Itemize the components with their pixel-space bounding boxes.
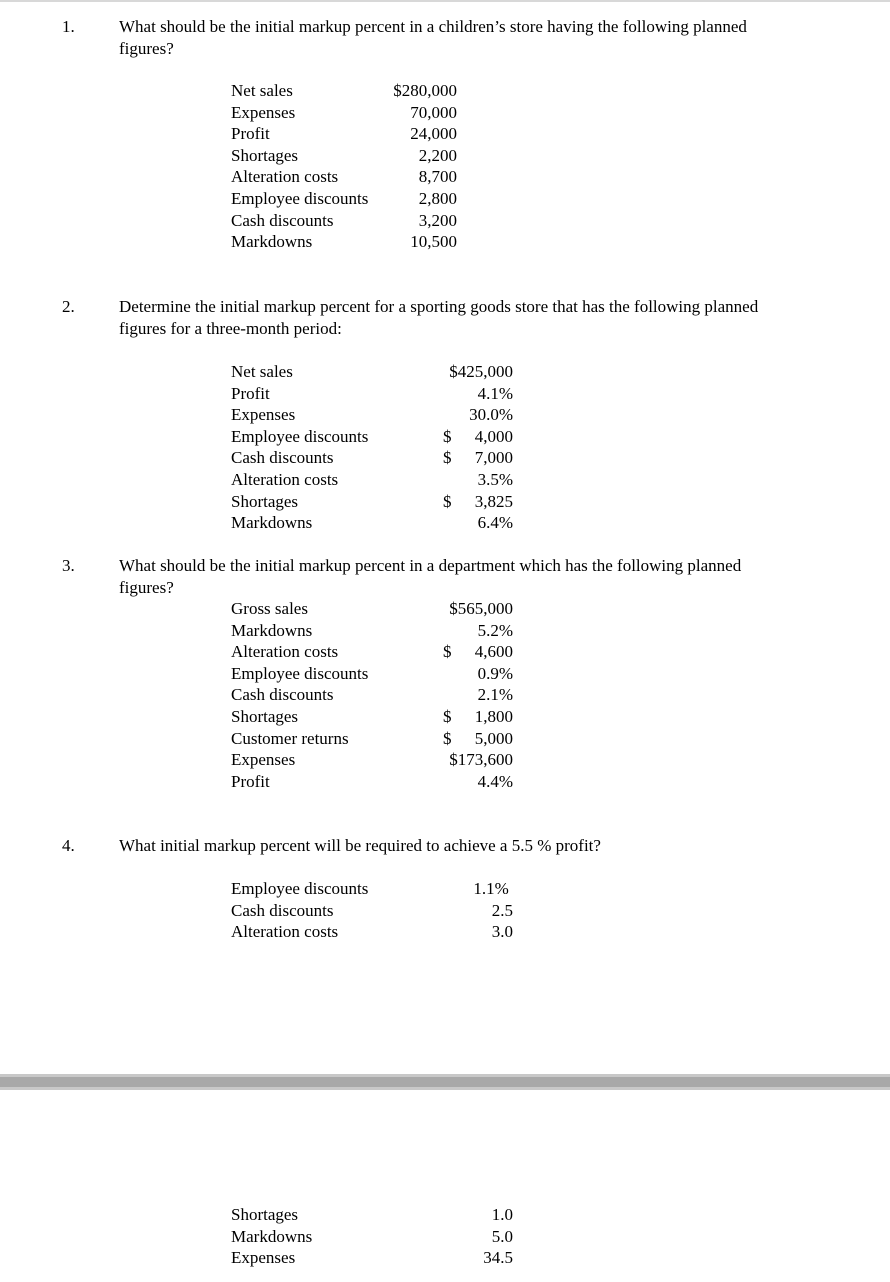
row-value: 70,000 xyxy=(410,102,457,122)
dollar-sign: $ xyxy=(443,448,452,468)
row-value: 30.0% xyxy=(469,405,513,425)
row-value: $280,000 xyxy=(393,81,457,100)
row-value: $173,600 xyxy=(449,750,513,770)
row-value: 7,000 xyxy=(474,448,513,468)
row-value: $565,000 xyxy=(449,599,513,618)
row-value: 1,800 xyxy=(474,706,513,726)
row-label: Shortages xyxy=(231,491,299,511)
row-value: 1.1% xyxy=(473,879,513,898)
row-value: 3,200 xyxy=(418,210,457,230)
row-label: Profit xyxy=(231,383,270,403)
row-label: Shortages xyxy=(231,706,299,726)
row-label: Expenses xyxy=(231,1248,296,1268)
row-value: 5.0 xyxy=(491,1226,513,1246)
row-value: 6.4% xyxy=(477,513,513,533)
question-text: What should be the initial markup percent in a department which has the following planned figures? xyxy=(119,556,742,597)
dollar-sign: $ xyxy=(443,728,452,748)
row-value: 5,000 xyxy=(474,728,513,748)
question-number: 3. xyxy=(62,556,75,575)
row-label: Cash discounts xyxy=(231,448,334,468)
row-label: Markdowns xyxy=(231,232,313,252)
row-label: Markdowns xyxy=(231,513,313,533)
row-label: Cash discounts xyxy=(231,685,334,705)
row-value: 4,000 xyxy=(474,426,513,446)
row-value: 10,500 xyxy=(410,232,457,252)
row-value: 2.1% xyxy=(477,685,513,705)
question-number: 4. xyxy=(62,836,75,855)
dollar-sign: $ xyxy=(443,706,452,726)
row-value: 3.0 xyxy=(491,922,513,942)
row-label: Alteration costs xyxy=(231,167,339,187)
row-label: Employee discounts xyxy=(231,663,369,683)
dollar-sign: $ xyxy=(443,426,452,446)
row-value: 1.0 xyxy=(491,1205,513,1224)
row-label: Employee discounts xyxy=(231,188,369,208)
row-value: 34.5 xyxy=(483,1248,513,1268)
question-number: 2. xyxy=(62,297,75,316)
row-label: Net sales xyxy=(231,81,293,100)
row-value: 24,000 xyxy=(410,124,457,144)
row-value: 8,700 xyxy=(418,167,457,187)
row-label: Profit xyxy=(231,771,270,791)
question-text: What initial markup percent will be required to achieve a 5.5 % profit? xyxy=(119,836,601,855)
page-break-divider xyxy=(0,1074,890,1090)
row-value: 2,200 xyxy=(418,145,457,165)
row-value: 4.1% xyxy=(477,383,513,403)
row-label: Markdowns xyxy=(231,620,313,640)
row-value: $425,000 xyxy=(449,362,513,381)
row-label: Markdowns xyxy=(231,1226,313,1246)
row-label: Gross sales xyxy=(231,599,308,618)
row-label: Alteration costs xyxy=(231,642,339,662)
row-label: Net sales xyxy=(231,362,293,381)
row-label: Alteration costs xyxy=(231,922,339,942)
row-value: 4,600 xyxy=(474,642,513,662)
row-label: Cash discounts xyxy=(231,210,334,230)
row-value: 3,825 xyxy=(474,491,513,511)
row-label: Expenses xyxy=(231,750,296,770)
top-border xyxy=(0,0,890,2)
question-text: What should be the initial markup percent in a children’s store having the following planned figures? xyxy=(119,17,747,58)
row-label: Cash discounts xyxy=(231,900,334,920)
row-label: Alteration costs xyxy=(231,469,339,489)
question-number: 1. xyxy=(62,17,75,36)
row-label: Expenses xyxy=(231,405,296,425)
row-label: Profit xyxy=(231,124,270,144)
row-value: 3.5% xyxy=(477,469,513,489)
dollar-sign: $ xyxy=(443,491,452,511)
question-text: Determine the initial markup percent for a sporting goods store that has the following planned figures for a three-month period: xyxy=(119,297,759,338)
row-label: Employee discounts xyxy=(231,879,369,898)
row-label: Shortages xyxy=(231,145,299,165)
row-value: 5.2% xyxy=(477,620,513,640)
row-value: 2,800 xyxy=(418,188,457,208)
row-label: Employee discounts xyxy=(231,426,369,446)
dollar-sign: $ xyxy=(443,642,452,662)
row-value: 0.9% xyxy=(477,663,513,683)
row-label: Shortages xyxy=(231,1205,299,1224)
row-value: 4.4% xyxy=(477,771,513,791)
row-value: 2.5 xyxy=(491,900,513,920)
row-label: Expenses xyxy=(231,102,296,122)
row-label: Customer returns xyxy=(231,728,349,748)
